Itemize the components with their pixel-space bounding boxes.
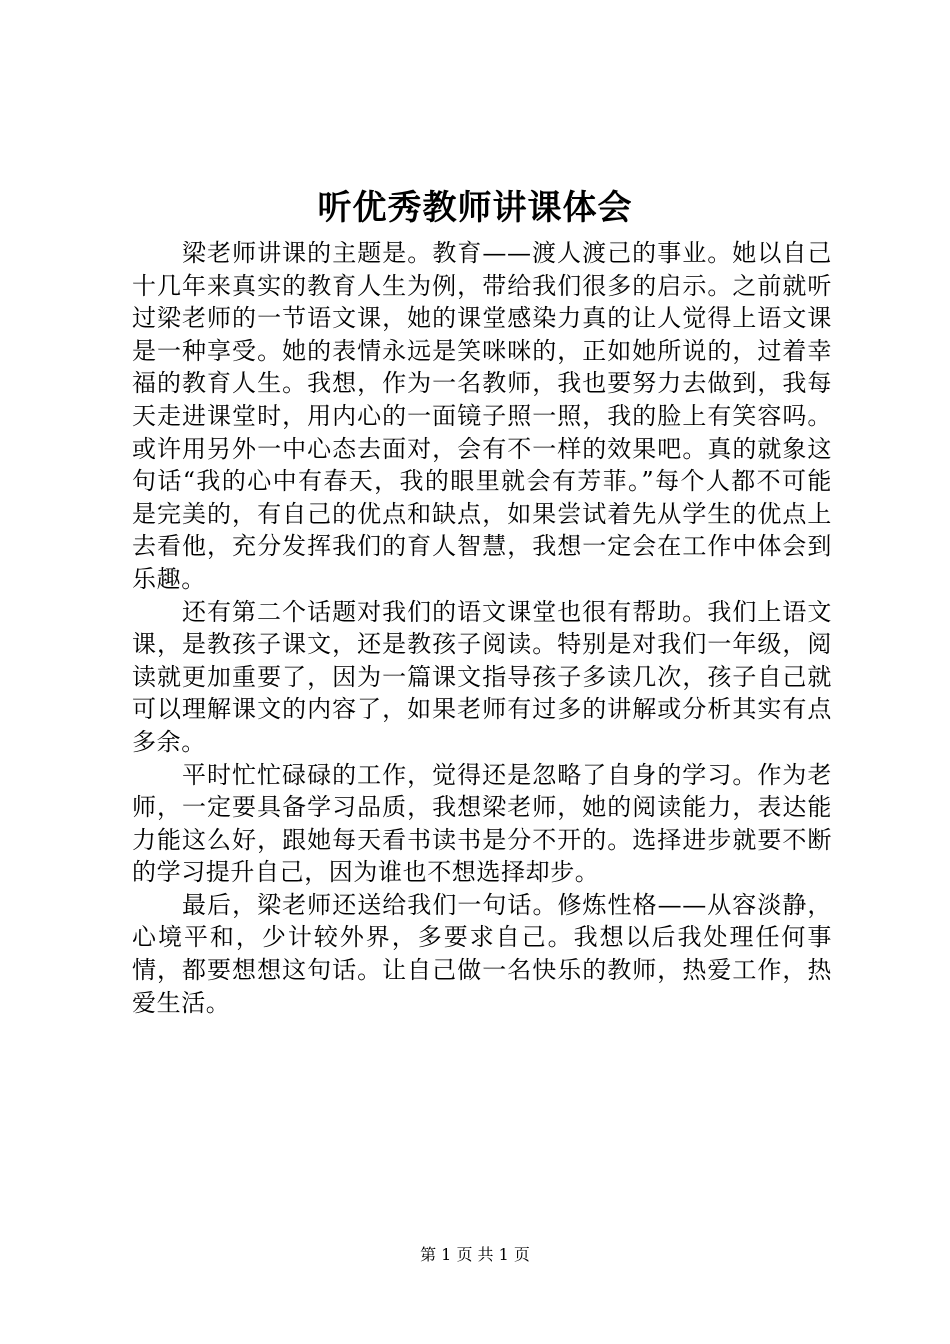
paragraph-1: 梁老师讲课的主题是。教育——渡人渡己的事业。她以自己十几年来真实的教育人生为例，带给我们很多的启示。之前就听过梁老师的一节语文课，她的课堂感染力真的让人觉得上语文课是一种享受。她的表情永远是笑咪咪的，正如她所说的，过着幸福的教育人生。我想，作为一名教师，我也要努力去做到，我每天走进课堂时，用内心的一面镜子照一照，我的脸上有笑容吗。或许用另外一中心态去面对，会有不一样的效果吧。真的就象这句话“我的心中有春天，我的眼里就会有芳菲。”每个人都不可能是完美的，有自己的优点和缺点，如果尝试着先从学生的优点上去看他，充分发挥我们的育人智慧，我想一定会在工作中体会到乐趣。 (132, 239, 832, 593)
paragraph-4: 最后，梁老师还送给我们一句话。修炼性格——从容淡静，心境平和，少计较外界，多要求自己。我想以后我处理任何事情，都要想想这句话。让自己做一名快乐的教师，热爱工作，热爱生活。 (132, 890, 832, 1017)
paragraph-2: 还有第二个话题对我们的语文课堂也很有帮助。我们上语文课，是教孩子课文，还是教孩子阅读。特别是对我们一年级，阅读就更加重要了，因为一篇课文指导孩子多读几次，孩子自己就可以理解课文的内容了，如果老师有过多的讲解或分析其实有点多余。 (132, 597, 832, 756)
paragraph-3: 平时忙忙碌碌的工作，觉得还是忽略了自身的学习。作为老师，一定要具备学习品质，我想梁老师，她的阅读能力，表达能力能这么好，跟她每天看书读书是分不开的。选择进步就要不断的学习提升自己，因为谁也不想选择却步。 (132, 760, 832, 887)
document-title: 听优秀教师讲课体会 (317, 188, 633, 228)
page-footer: 第 1 页 共 1 页 (420, 1245, 530, 1264)
document-body (132, 237, 832, 1019)
